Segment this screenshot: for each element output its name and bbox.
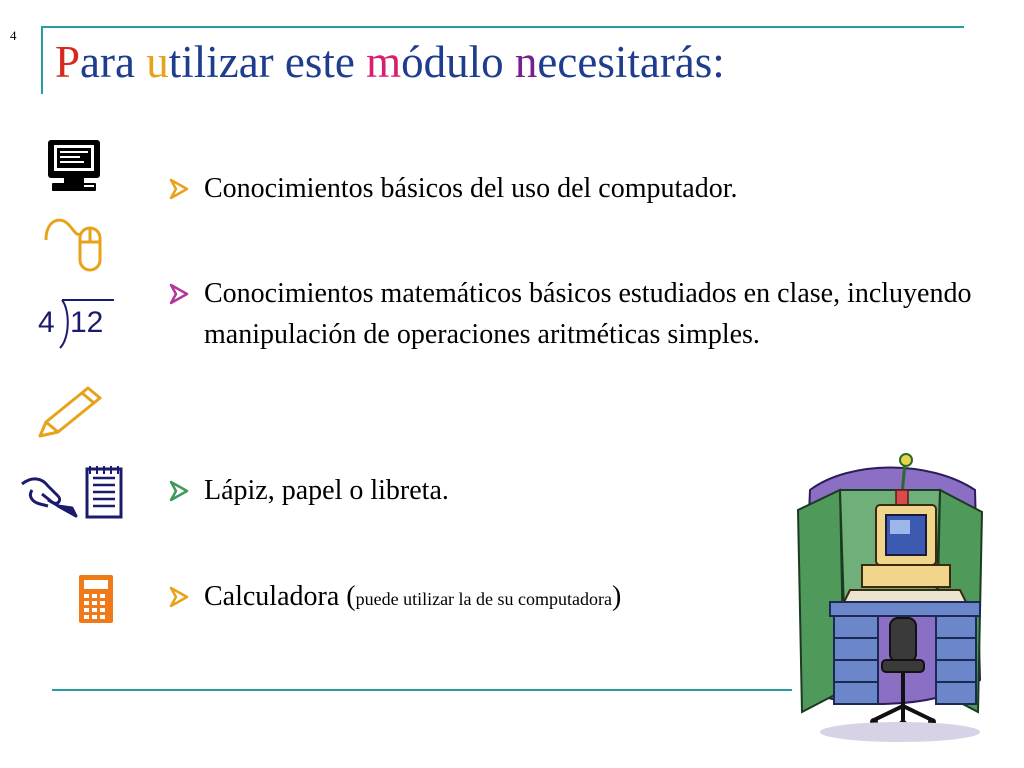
bullet-text: Lápiz, papel o libreta. xyxy=(204,475,449,506)
title-part: u xyxy=(146,37,169,87)
arrow-bullet-icon xyxy=(168,480,190,502)
bullet-item xyxy=(168,576,621,620)
bullet-close: ) xyxy=(612,581,622,612)
title-part: ódulo xyxy=(401,37,515,87)
computer-icon xyxy=(44,138,106,194)
calculator-icon xyxy=(78,574,114,624)
bullet-item xyxy=(168,168,737,209)
pencil-icon xyxy=(36,384,108,440)
writing-hand-icon xyxy=(18,472,80,520)
bullet-note: puede utilizar la de su computadora xyxy=(355,589,612,609)
dividend: 12 xyxy=(70,306,104,339)
divisor: 4 xyxy=(38,306,55,339)
arrow-bullet-icon xyxy=(168,178,190,200)
mouse-icon xyxy=(40,210,106,274)
notepad-icon xyxy=(84,466,124,520)
bullet-text: Conocimientos matemáticos básicos estudiados en clase, incluyendo manipulación de operaciones aritméticas simples. xyxy=(204,278,972,350)
title-part: ara xyxy=(80,37,147,87)
title-part: n xyxy=(514,37,538,87)
bottom-rule xyxy=(52,689,792,691)
title-part: tilizar este xyxy=(168,37,367,87)
slide-number: 4 xyxy=(10,28,17,43)
title-part: m xyxy=(366,37,402,87)
bullet-text: Calculadora ( xyxy=(204,581,356,612)
bullet-item xyxy=(168,273,984,355)
arrow-bullet-icon xyxy=(168,283,190,305)
bullet-item xyxy=(168,470,449,511)
left-rule xyxy=(41,28,43,94)
title-part: ecesitarás: xyxy=(537,37,725,87)
top-rule xyxy=(41,26,964,28)
bullet-text: Conocimientos básicos del uso del computador. xyxy=(204,173,738,204)
slide-title xyxy=(55,38,725,88)
title-part: P xyxy=(55,37,81,87)
long-division-icon xyxy=(38,298,114,350)
arrow-bullet-icon xyxy=(168,586,190,608)
computer-desk-illustration xyxy=(790,450,990,750)
